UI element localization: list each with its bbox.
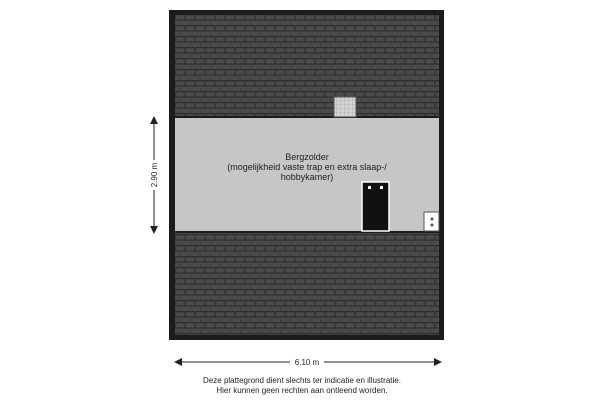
radiator-icon xyxy=(424,212,439,231)
attic-hatch-icon xyxy=(362,182,389,231)
height-dimension xyxy=(146,116,162,234)
room-name: Bergzolder xyxy=(285,152,329,162)
roof-bottom xyxy=(175,233,439,335)
disclaimer-line2: Hier kunnen geen rechten aan ontleend worden. xyxy=(216,386,388,395)
roof-top xyxy=(175,15,439,117)
width-label: 6.10 m xyxy=(294,358,320,367)
room-description-line1: (mogelijkheid vaste trap en extra slaap-/ xyxy=(227,162,387,172)
room-description-line2: hobbykamer) xyxy=(280,172,334,182)
disclaimer-line1: Deze plattegrond dient slechts ter indicatie en illustratie. xyxy=(203,376,401,385)
arrow-down-icon xyxy=(150,226,158,234)
arrow-left-icon xyxy=(174,358,182,366)
width-dimension xyxy=(174,355,442,369)
height-label: 2.90 m xyxy=(150,162,159,188)
arrow-right-icon xyxy=(434,358,442,366)
skylight-icon xyxy=(334,97,356,117)
arrow-up-icon xyxy=(150,116,158,124)
